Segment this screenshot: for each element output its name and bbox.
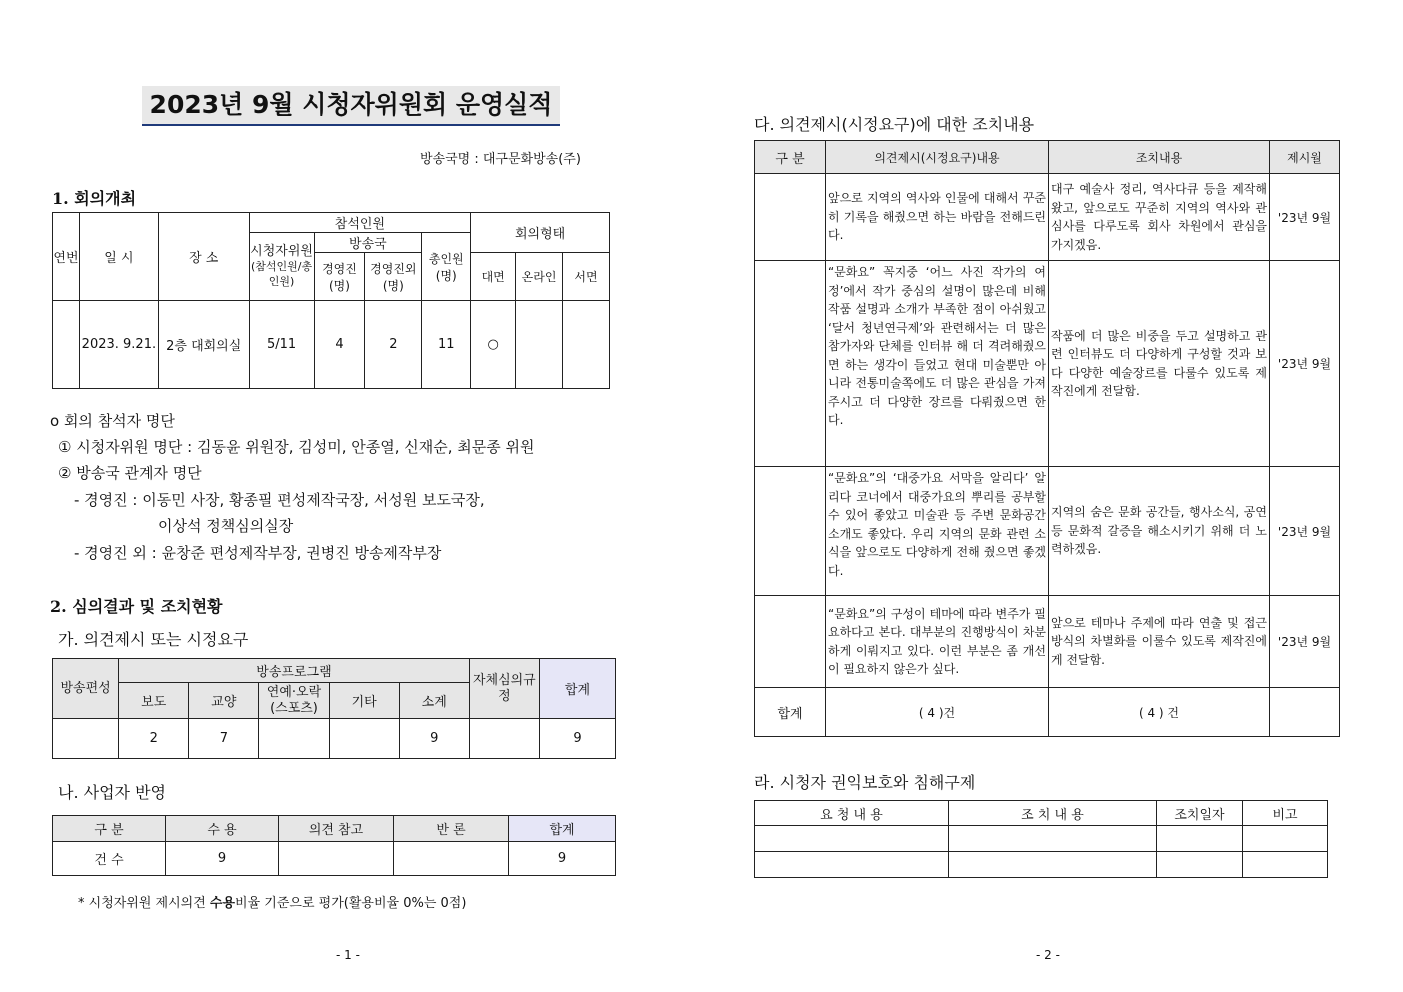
sum-opinion: ( 4 )건 <box>826 688 1049 737</box>
attendees-title: o 회의 참석자 명단 <box>50 412 175 430</box>
action-text: 지역의 숨은 문화 공간들, 행사소식, 공연 등 문화적 갈증을 해소시키기 위해 더 노력하겠음. <box>1049 467 1270 596</box>
col-total-header: 합계 <box>539 659 615 719</box>
month-cell: '23년 9월 <box>1270 261 1340 467</box>
col-action-header: 조 치 내 용 <box>949 801 1157 826</box>
subtotal-count: 9 <box>399 719 469 759</box>
subsection-na: 나. 사업자 반영 <box>58 783 166 802</box>
table-row <box>53 719 616 759</box>
table-row <box>755 261 1340 467</box>
section-meeting-heading: 1. 회의개최 <box>52 189 137 208</box>
col-cat-header: 구 분 <box>53 816 166 842</box>
col-opinion-header: 의견제시(시정요구)내용 <box>826 141 1049 174</box>
col-request-header: 요 청 내 용 <box>755 801 949 826</box>
meeting-table <box>52 212 610 389</box>
month-cell: '23년 9월 <box>1270 174 1340 261</box>
col-no-header: 연번 <box>53 213 80 301</box>
col-ent-header: 연예·오락(스포츠) <box>259 683 329 719</box>
total-count: 11 <box>422 301 471 389</box>
footnote: * 시청자위원 제시의견 수용비율 기준으로 평가(활용비율 0%는 0점) <box>78 896 467 911</box>
reflect-table <box>52 815 616 876</box>
col-nonexec-header: 경영진외(명) <box>365 253 422 301</box>
meeting-place: 2층 대회의실 <box>158 301 249 389</box>
sum-label: 합계 <box>755 688 826 737</box>
col-reject-header: 반 론 <box>394 816 509 842</box>
table-row <box>755 174 1340 261</box>
viewer-count: 5/11 <box>249 301 314 389</box>
col-self-header: 자체심의규정 <box>469 659 539 719</box>
table-row <box>755 852 1328 878</box>
col-cat-header: 구 분 <box>755 141 826 174</box>
exec-count: 4 <box>314 301 365 389</box>
page-number-2: - 2 - <box>1036 948 1060 962</box>
table-row <box>755 467 1340 596</box>
opinion-text: “문화요” 꼭지중 ‘어느 사진 작가의 여정’에서 작가 중심의 설명이 많은데 비해 작품 설명과 소개가 부족한 점이 아쉬웠고 ‘달서 청년연극제’와 관련해서는 더 많은 참가자와 단체를 인터뷰 해 더 격려해줬으면 하는 생각이 들었고 현대 미술뿐만 아니라 전통미술쪽에도 더 많은 관심을 가져주시고 더 다양한 장르를 다뤄줬으면 한다. <box>826 261 1049 467</box>
table-row <box>53 301 610 389</box>
attendees-exec: - 경영진 : 이동민 사장, 황종필 편성제작국장, 서성원 보도국장, <box>74 491 485 509</box>
page-title: 2023년 9월 시청자위원회 운영실적 <box>142 86 560 126</box>
month-cell: '23년 9월 <box>1270 596 1340 688</box>
col-written-header: 서면 <box>563 253 610 301</box>
col-attend-header: 참석인원 <box>249 213 471 233</box>
col-action-header: 조치내용 <box>1049 141 1270 174</box>
opinion-text: “문화요”의 ‘대중가요 서막을 알리다’ 알리다 코너에서 대중가요의 뿌리를 공부할 수 있어 좋았고 미술관 등 주변 문화공간 소개도 좋았다. 우리 지역의 문화 관련 소식을 앞으로도 다양하게 전해 줬으면 좋겠다. <box>826 467 1049 596</box>
nonexec-count: 2 <box>365 301 422 389</box>
reflect-total: 9 <box>509 842 616 876</box>
attendees-viewers: ① 시청자위원 명단 : 김동윤 위원장, 김성미, 안종열, 신재순, 최문종 위원 <box>58 438 535 456</box>
month-cell: '23년 9월 <box>1270 467 1340 596</box>
col-total-header: 총인원(명) <box>422 233 471 301</box>
col-subtotal-header: 소계 <box>399 683 469 719</box>
attendees-broadcaster: ② 방송국 관계자 명단 <box>58 464 202 482</box>
meeting-date: 2023. 9.21. <box>79 301 158 389</box>
col-exec-header: 경영진(명) <box>314 253 365 301</box>
total-count: 9 <box>539 719 615 759</box>
section-review-heading: 2. 심의결과 및 조치현황 <box>50 597 223 616</box>
col-total-header: 합계 <box>509 816 616 842</box>
accept-count: 9 <box>166 842 279 876</box>
col-online-header: 온라인 <box>516 253 563 301</box>
culture-count: 7 <box>189 719 259 759</box>
sum-action: ( 4 ) 건 <box>1049 688 1270 737</box>
col-place-header: 장 소 <box>158 213 249 301</box>
col-broadcaster-header: 방송국 <box>314 233 422 253</box>
col-type-header: 방송편성 <box>53 659 119 719</box>
attendees-exec-cont: 이상석 정책심의실장 <box>158 517 294 535</box>
col-accept-header: 수 용 <box>166 816 279 842</box>
opinion-text: 앞으로 지역의 역사와 인물에 대해서 꾸준히 기록을 해줬으면 하는 바람을 전해드린다. <box>826 174 1049 261</box>
opinion-text: “문화요”의 구성이 테마에 따라 변주가 필요하다고 본다. 대부분의 진행방식이 차분하게 이뤄지고 있다. 이런 부분은 좀 개선이 필요하지 않은가 싶다. <box>826 596 1049 688</box>
face-mark: ○ <box>471 301 516 389</box>
opinion-table <box>52 658 616 759</box>
col-month-header: 제시월 <box>1270 141 1340 174</box>
station-name: 방송국명 : 대구문화방송(주) <box>420 152 581 167</box>
page-number-1: - 1 - <box>336 948 360 962</box>
subsection-ga: 가. 의견제시 또는 시정요구 <box>58 630 249 649</box>
col-date-header: 조치일자 <box>1157 801 1243 826</box>
col-culture-header: 교양 <box>189 683 259 719</box>
table-row: 건 수 9 9 <box>53 842 616 876</box>
col-note-header: 비고 <box>1243 801 1328 826</box>
col-ref-header: 의견 참고 <box>279 816 394 842</box>
table-row <box>755 826 1328 852</box>
col-etc-header: 기타 <box>329 683 399 719</box>
rights-table <box>754 800 1328 878</box>
attendees-nonexec: - 경영진 외 : 윤창준 편성제작부장, 권병진 방송제작부장 <box>74 544 442 562</box>
action-text: 작품에 더 많은 비중을 두고 설명하고 관련 인터뷰도 더 다양하게 구성할 것과 보다 다양한 예술장르를 다룰수 있도록 제작진에게 전달함. <box>1049 261 1270 467</box>
col-viewer-header: 시청자위원 (참석인원/총인원) <box>249 233 314 301</box>
sum-row <box>755 688 1340 737</box>
subsection-da: 다. 의견제시(시정요구)에 대한 조치내용 <box>754 115 1035 134</box>
col-date-header: 일 시 <box>79 213 158 301</box>
news-count: 2 <box>119 719 189 759</box>
col-program-header: 방송프로그램 <box>119 659 470 683</box>
action-text: 앞으로 테마나 주제에 따라 연출 및 접근방식의 차별화를 이룰수 있도록 제작진에게 전달함. <box>1049 596 1270 688</box>
col-news-header: 보도 <box>119 683 189 719</box>
subsection-ra: 라. 시청자 권익보호와 침해구제 <box>754 773 976 792</box>
table-row <box>755 596 1340 688</box>
action-text: 대구 예술사 정리, 역사다큐 등을 제작해왔고, 앞으로도 꾸준히 지역의 역사와 관심사를 다루도록 회사 차원에서 관심을 가지겠음. <box>1049 174 1270 261</box>
col-face-header: 대면 <box>471 253 516 301</box>
col-form-header: 회의형태 <box>471 213 610 253</box>
action-table <box>754 140 1340 737</box>
